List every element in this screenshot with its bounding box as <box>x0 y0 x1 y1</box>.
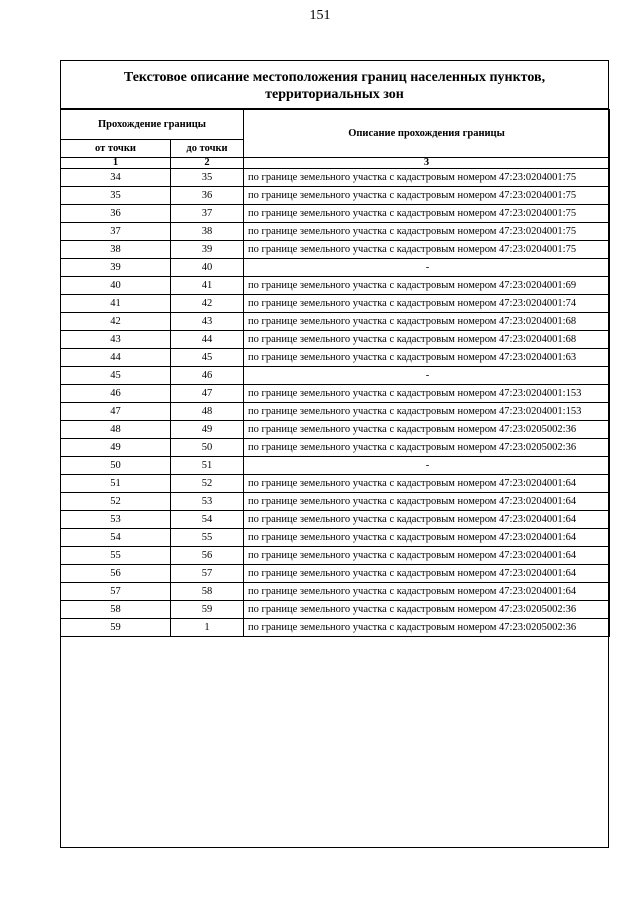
table-row <box>61 349 610 367</box>
cell-to: 51 <box>171 457 244 475</box>
table-row <box>61 259 610 277</box>
table-row <box>61 277 610 295</box>
cell-from: 53 <box>61 511 171 529</box>
column-index-1: 1 <box>61 158 171 169</box>
cell-description: по границе земельного участка с кадастровым номером 47:23:0204001:64 <box>244 547 610 565</box>
title-line-2: территориальных зон <box>265 87 404 102</box>
cell-description: по границе земельного участка с кадастровым номером 47:23:0204001:68 <box>244 313 610 331</box>
table-row <box>61 223 610 241</box>
cell-to: 50 <box>171 439 244 457</box>
cell-from: 56 <box>61 565 171 583</box>
table-row <box>61 583 610 601</box>
cell-description: по границе земельного участка с кадастровым номером 47:23:0204001:75 <box>244 205 610 223</box>
table-row <box>61 331 610 349</box>
cell-from: 54 <box>61 529 171 547</box>
boundary-table <box>60 109 610 637</box>
cell-from: 47 <box>61 403 171 421</box>
cell-description: по границе земельного участка с кадастровым номером 47:23:0205002:36 <box>244 619 610 637</box>
cell-to: 37 <box>171 205 244 223</box>
cell-description: по границе земельного участка с кадастровым номером 47:23:0205002:36 <box>244 601 610 619</box>
cell-to: 57 <box>171 565 244 583</box>
cell-description: по границе земельного участка с кадастровым номером 47:23:0204001:75 <box>244 169 610 187</box>
cell-description: по границе земельного участка с кадастровым номером 47:23:0205002:36 <box>244 421 610 439</box>
cell-description: по границе земельного участка с кадастровым номером 47:23:0204001:64 <box>244 583 610 601</box>
table-row <box>61 187 610 205</box>
cell-to: 44 <box>171 331 244 349</box>
cell-description: по границе земельного участка с кадастровым номером 47:23:0204001:75 <box>244 223 610 241</box>
cell-from: 36 <box>61 205 171 223</box>
cell-from: 50 <box>61 457 171 475</box>
cell-to: 48 <box>171 403 244 421</box>
table-row <box>61 403 610 421</box>
cell-from: 45 <box>61 367 171 385</box>
table-row <box>61 241 610 259</box>
header-to: до точки <box>171 140 244 158</box>
table-row <box>61 565 610 583</box>
cell-to: 52 <box>171 475 244 493</box>
cell-to: 46 <box>171 367 244 385</box>
cell-description: по границе земельного участка с кадастровым номером 47:23:0204001:64 <box>244 511 610 529</box>
table-row <box>61 529 610 547</box>
cell-description: - <box>244 457 610 475</box>
table-row <box>61 313 610 331</box>
cell-to: 55 <box>171 529 244 547</box>
table-body <box>61 169 610 637</box>
header-description: Описание прохождения границы <box>244 110 610 158</box>
table-row <box>61 295 610 313</box>
cell-from: 40 <box>61 277 171 295</box>
cell-from: 48 <box>61 421 171 439</box>
document-title <box>61 61 608 109</box>
cell-to: 41 <box>171 277 244 295</box>
cell-description: по границе земельного участка с кадастровым номером 47:23:0204001:64 <box>244 529 610 547</box>
table-row <box>61 169 610 187</box>
cell-from: 37 <box>61 223 171 241</box>
header-from: от точки <box>61 140 171 158</box>
header-route: Прохождение границы <box>61 110 244 140</box>
table-row <box>61 457 610 475</box>
table-row <box>61 511 610 529</box>
cell-description: - <box>244 367 610 385</box>
document-frame <box>60 60 609 848</box>
cell-description: по границе земельного участка с кадастровым номером 47:23:0204001:64 <box>244 493 610 511</box>
cell-from: 59 <box>61 619 171 637</box>
cell-to: 1 <box>171 619 244 637</box>
cell-to: 47 <box>171 385 244 403</box>
cell-to: 56 <box>171 547 244 565</box>
table-row <box>61 619 610 637</box>
page-number: 151 <box>309 8 331 23</box>
table-row <box>61 439 610 457</box>
cell-description: по границе земельного участка с кадастровым номером 47:23:0204001:68 <box>244 331 610 349</box>
cell-from: 55 <box>61 547 171 565</box>
cell-description: по границе земельного участка с кадастровым номером 47:23:0204001:63 <box>244 349 610 367</box>
cell-to: 59 <box>171 601 244 619</box>
cell-description: по границе земельного участка с кадастровым номером 47:23:0204001:69 <box>244 277 610 295</box>
cell-from: 58 <box>61 601 171 619</box>
cell-from: 35 <box>61 187 171 205</box>
table-row <box>61 205 610 223</box>
cell-to: 54 <box>171 511 244 529</box>
cell-description: по границе земельного участка с кадастровым номером 47:23:0204001:64 <box>244 565 610 583</box>
table-row <box>61 475 610 493</box>
cell-to: 53 <box>171 493 244 511</box>
cell-description: по границе земельного участка с кадастровым номером 47:23:0204001:153 <box>244 403 610 421</box>
cell-description: по границе земельного участка с кадастровым номером 47:23:0204001:64 <box>244 475 610 493</box>
table-row <box>61 547 610 565</box>
cell-from: 52 <box>61 493 171 511</box>
cell-description: по границе земельного участка с кадастровым номером 47:23:0204001:75 <box>244 241 610 259</box>
cell-from: 39 <box>61 259 171 277</box>
column-index-2: 2 <box>171 158 244 169</box>
cell-to: 39 <box>171 241 244 259</box>
cell-to: 40 <box>171 259 244 277</box>
cell-from: 41 <box>61 295 171 313</box>
column-index-3: 3 <box>244 158 610 169</box>
cell-from: 46 <box>61 385 171 403</box>
cell-to: 35 <box>171 169 244 187</box>
table-row <box>61 385 610 403</box>
cell-from: 44 <box>61 349 171 367</box>
cell-from: 34 <box>61 169 171 187</box>
cell-from: 38 <box>61 241 171 259</box>
cell-to: 42 <box>171 295 244 313</box>
cell-from: 49 <box>61 439 171 457</box>
cell-description: по границе земельного участка с кадастровым номером 47:23:0204001:153 <box>244 385 610 403</box>
cell-description: по границе земельного участка с кадастровым номером 47:23:0204001:74 <box>244 295 610 313</box>
cell-to: 36 <box>171 187 244 205</box>
cell-from: 51 <box>61 475 171 493</box>
cell-to: 45 <box>171 349 244 367</box>
cell-from: 42 <box>61 313 171 331</box>
table-row <box>61 601 610 619</box>
cell-from: 43 <box>61 331 171 349</box>
cell-to: 43 <box>171 313 244 331</box>
table-row <box>61 421 610 439</box>
table-row <box>61 493 610 511</box>
cell-description: по границе земельного участка с кадастровым номером 47:23:0205002:36 <box>244 439 610 457</box>
table-row <box>61 367 610 385</box>
cell-description: по границе земельного участка с кадастровым номером 47:23:0204001:75 <box>244 187 610 205</box>
cell-to: 38 <box>171 223 244 241</box>
cell-from: 57 <box>61 583 171 601</box>
title-line-1: Текстовое описание местоположения границ населенных пунктов, <box>123 70 546 85</box>
cell-description: - <box>244 259 610 277</box>
cell-to: 58 <box>171 583 244 601</box>
cell-to: 49 <box>171 421 244 439</box>
